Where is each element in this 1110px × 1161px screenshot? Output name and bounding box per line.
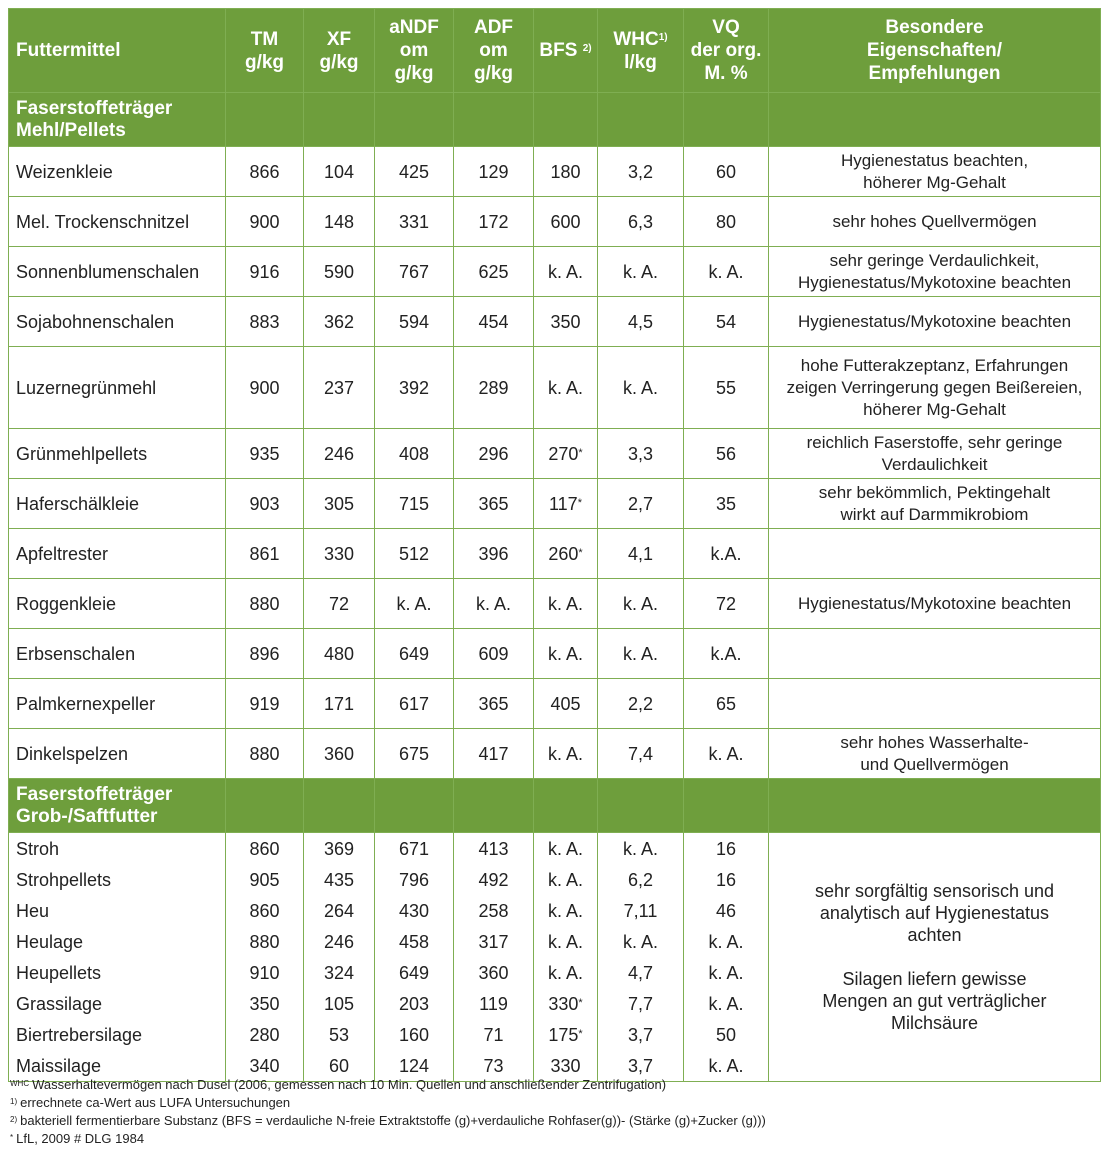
cell-feed-name: Palmkernexpeller [9, 679, 226, 729]
cell-notes: sehr bekömmlich, Pektingehalt wirkt auf Darmmikrobiom [769, 479, 1101, 529]
cell-whc: k. A. [598, 629, 684, 679]
cell-feed-name: Maissilage [9, 1050, 226, 1082]
cell-bfs-value: 330 [548, 993, 579, 1014]
cell-bfs [534, 429, 598, 479]
footnote [10, 1094, 766, 1112]
cell-bfs [534, 629, 598, 679]
cell-whc: 2,7 [598, 479, 684, 529]
table-row [9, 429, 1101, 479]
cell-whc: 4,5 [598, 297, 684, 347]
cell-vq: k. A. [684, 988, 769, 1019]
cell-whc: 7,4 [598, 729, 684, 779]
table-row [9, 297, 1101, 347]
cell-notes [769, 679, 1101, 729]
table-row [9, 197, 1101, 247]
cell-xf: 369 [304, 833, 375, 865]
cell-tm: 880 [226, 729, 304, 779]
col-header-bfs-label: BFS [539, 40, 583, 61]
cell-notes: Hygienestatus/Mykotoxine beachten [769, 579, 1101, 629]
cell-bfs [534, 529, 598, 579]
cell-bfs [534, 147, 598, 197]
cell-vq: 35 [684, 479, 769, 529]
cell-andf: 425 [375, 147, 454, 197]
cell-bfs [534, 926, 598, 957]
source-asterisk: * [578, 446, 583, 459]
cell-bfs-value: 405 [550, 693, 581, 714]
cell-notes [769, 529, 1101, 579]
cell-xf: 435 [304, 864, 375, 895]
cell-andf: 408 [375, 429, 454, 479]
cell-whc: 6,3 [598, 197, 684, 247]
section-header-cell [534, 93, 598, 147]
cell-bfs-value: k. A. [547, 900, 583, 921]
cell-xf: 60 [304, 1050, 375, 1082]
cell-feed-name: Heupellets [9, 957, 226, 988]
cell-tm: 350 [226, 988, 304, 1019]
cell-vq: 72 [684, 579, 769, 629]
cell-feed-name: Strohpellets [9, 864, 226, 895]
cell-notes: sehr geringe Verdaulichkeit, Hygienestatus/Mykotoxine beachten [769, 247, 1101, 297]
cell-whc: 7,7 [598, 988, 684, 1019]
cell-feed-name: Mel. Trockenschnitzel [9, 197, 226, 247]
cell-bfs-value: 600 [550, 211, 581, 232]
cell-feed-name: Weizenkleie [9, 147, 226, 197]
cell-bfs-value: k. A. [547, 377, 583, 398]
cell-xf: 104 [304, 147, 375, 197]
cell-bfs [534, 729, 598, 779]
cell-notes-merged: sehr sorgfältig sensorisch und analytisch auf Hygienestatus achten Silagen liefern gewisse Mengen an gut verträglicher Milchsäure [769, 833, 1101, 1082]
col-header-notes: Besondere Eigenschaften/ Empfehlungen [769, 9, 1101, 93]
cell-tm: 860 [226, 833, 304, 865]
cell-feed-name: Haferschälkleie [9, 479, 226, 529]
col-header-xf: XF g/kg [304, 9, 375, 93]
section-header-cell [684, 779, 769, 833]
cell-vq: 55 [684, 347, 769, 429]
cell-xf: 171 [304, 679, 375, 729]
table-row [9, 247, 1101, 297]
cell-xf: 330 [304, 529, 375, 579]
cell-adf: 258 [454, 895, 534, 926]
cell-adf: 396 [454, 529, 534, 579]
section-header-cell [375, 93, 454, 147]
cell-notes: Hygienestatus beachten, höherer Mg-Gehalt [769, 147, 1101, 197]
cell-tm: 896 [226, 629, 304, 679]
cell-vq: 80 [684, 197, 769, 247]
cell-adf: 413 [454, 833, 534, 865]
footnote-mark: * [10, 1133, 14, 1142]
cell-andf: 675 [375, 729, 454, 779]
cell-bfs [534, 679, 598, 729]
cell-feed-name: Dinkelspelzen [9, 729, 226, 779]
cell-bfs-value: k. A. [547, 261, 583, 282]
section-header-cell [375, 779, 454, 833]
feed-table [8, 8, 1101, 1082]
cell-vq: 65 [684, 679, 769, 729]
section-header-cell [684, 93, 769, 147]
cell-bfs [534, 957, 598, 988]
table-row [9, 479, 1101, 529]
cell-bfs-value: k. A. [547, 869, 583, 890]
cell-feed-name: Apfeltrester [9, 529, 226, 579]
col-header-whc-sup: 1) [658, 31, 668, 43]
cell-whc: 3,7 [598, 1050, 684, 1082]
cell-bfs-value: 175 [548, 1024, 579, 1045]
cell-bfs-value: 260 [548, 543, 579, 564]
cell-feed-name: Sojabohnenschalen [9, 297, 226, 347]
cell-feed-name: Heulage [9, 926, 226, 957]
footnote-mark: 2) [10, 1115, 18, 1124]
cell-tm: 900 [226, 347, 304, 429]
cell-vq: 16 [684, 864, 769, 895]
cell-adf: 365 [454, 679, 534, 729]
cell-xf: 305 [304, 479, 375, 529]
cell-whc: k. A. [598, 579, 684, 629]
cell-bfs [534, 247, 598, 297]
table-row [9, 147, 1101, 197]
table-row [9, 629, 1101, 679]
footnote-text: Wasserhaltevermögen nach Dusel (2006, gemessen nach 10 Min. Quellen und anschließender Zentrifugation) [32, 1077, 667, 1092]
cell-tm: 340 [226, 1050, 304, 1082]
cell-adf: 492 [454, 864, 534, 895]
section-title: Faserstoffeträger Grob-/Saftfutter [9, 779, 226, 833]
cell-andf: 430 [375, 895, 454, 926]
cell-feed-name: Biertrebersilage [9, 1019, 226, 1050]
cell-xf: 246 [304, 926, 375, 957]
cell-bfs-value: 180 [550, 161, 581, 182]
cell-vq: k.A. [684, 629, 769, 679]
cell-adf: 365 [454, 479, 534, 529]
cell-tm: 903 [226, 479, 304, 529]
cell-andf: k. A. [375, 579, 454, 629]
section-header-cell [304, 93, 375, 147]
cell-tm: 935 [226, 429, 304, 479]
cell-andf: 392 [375, 347, 454, 429]
cell-whc: 2,2 [598, 679, 684, 729]
source-asterisk: * [578, 1027, 583, 1040]
cell-vq: 56 [684, 429, 769, 479]
col-header-adf: ADF om g/kg [454, 9, 534, 93]
section-title: Faserstoffeträger Mehl/Pellets [9, 93, 226, 147]
cell-andf: 649 [375, 629, 454, 679]
cell-bfs [534, 895, 598, 926]
cell-tm: 916 [226, 247, 304, 297]
cell-bfs-value: k. A. [547, 643, 583, 664]
section-header [9, 93, 1101, 147]
table-row [9, 833, 1101, 865]
cell-bfs-value: 350 [550, 311, 581, 332]
cell-tm: 280 [226, 1019, 304, 1050]
cell-adf: 119 [454, 988, 534, 1019]
cell-bfs-value: k. A. [547, 838, 583, 859]
cell-adf: k. A. [454, 579, 534, 629]
cell-notes: hohe Futterakzeptanz, Erfahrungen zeigen Verringerung gegen Beißereien, höherer Mg-Gehalt [769, 347, 1101, 429]
cell-xf: 246 [304, 429, 375, 479]
cell-tm: 905 [226, 864, 304, 895]
cell-adf: 172 [454, 197, 534, 247]
cell-xf: 362 [304, 297, 375, 347]
col-header-bfs-sup: 2) [582, 43, 592, 54]
cell-andf: 594 [375, 297, 454, 347]
cell-bfs-value: 117 [549, 493, 578, 514]
cell-feed-name: Stroh [9, 833, 226, 865]
cell-vq: 46 [684, 895, 769, 926]
cell-tm: 866 [226, 147, 304, 197]
cell-bfs [534, 864, 598, 895]
cell-vq: 16 [684, 833, 769, 865]
cell-tm: 883 [226, 297, 304, 347]
cell-feed-name: Roggenkleie [9, 579, 226, 629]
cell-bfs [534, 347, 598, 429]
cell-whc: 3,2 [598, 147, 684, 197]
col-header-whc [598, 9, 684, 93]
cell-xf: 324 [304, 957, 375, 988]
source-asterisk: * [578, 996, 583, 1009]
cell-andf: 715 [375, 479, 454, 529]
cell-andf: 203 [375, 988, 454, 1019]
footnote-mark: 1) [10, 1097, 18, 1106]
col-header-bfs [534, 9, 598, 93]
cell-andf: 767 [375, 247, 454, 297]
cell-vq: k. A. [684, 1050, 769, 1082]
cell-adf: 609 [454, 629, 534, 679]
col-header-futtermittel: Futtermittel [9, 9, 226, 93]
cell-bfs [534, 297, 598, 347]
footnote-text: LfL, 2009 # DLG 1984 [16, 1131, 145, 1146]
cell-feed-name: Erbsenschalen [9, 629, 226, 679]
cell-tm: 880 [226, 579, 304, 629]
footnote [10, 1076, 766, 1094]
cell-whc: 4,7 [598, 957, 684, 988]
cell-feed-name: Sonnenblumenschalen [9, 247, 226, 297]
section-header-cell [534, 779, 598, 833]
section-header-cell [598, 779, 684, 833]
cell-andf: 160 [375, 1019, 454, 1050]
cell-whc: 3,3 [598, 429, 684, 479]
col-header-vq: VQ der org. M. % [684, 9, 769, 93]
cell-feed-name: Grassilage [9, 988, 226, 1019]
cell-xf: 72 [304, 579, 375, 629]
cell-tm: 861 [226, 529, 304, 579]
cell-tm: 919 [226, 679, 304, 729]
cell-andf: 671 [375, 833, 454, 865]
cell-notes: reichlich Faserstoffe, sehr geringe Verdaulichkeit [769, 429, 1101, 479]
cell-whc: 6,2 [598, 864, 684, 895]
section-header-cell [454, 779, 534, 833]
table-row [9, 347, 1101, 429]
cell-whc: k. A. [598, 926, 684, 957]
cell-whc: k. A. [598, 247, 684, 297]
cell-adf: 71 [454, 1019, 534, 1050]
cell-whc: 7,11 [598, 895, 684, 926]
cell-tm: 900 [226, 197, 304, 247]
cell-tm: 860 [226, 895, 304, 926]
cell-andf: 331 [375, 197, 454, 247]
cell-vq: k. A. [684, 729, 769, 779]
cell-vq: k. A. [684, 247, 769, 297]
cell-bfs [534, 833, 598, 865]
table-row [9, 579, 1101, 629]
cell-andf: 617 [375, 679, 454, 729]
cell-andf: 796 [375, 864, 454, 895]
cell-adf: 417 [454, 729, 534, 779]
cell-bfs [534, 197, 598, 247]
footnote [10, 1130, 766, 1148]
cell-bfs [534, 579, 598, 629]
cell-andf: 512 [375, 529, 454, 579]
cell-andf: 458 [375, 926, 454, 957]
cell-bfs-value: k. A. [547, 593, 583, 614]
cell-adf: 625 [454, 247, 534, 297]
cell-vq: k. A. [684, 957, 769, 988]
cell-notes: sehr hohes Quellvermögen [769, 197, 1101, 247]
section-header-cell [304, 779, 375, 833]
cell-adf: 129 [454, 147, 534, 197]
section-header-cell [769, 93, 1101, 147]
cell-whc: 3,7 [598, 1019, 684, 1050]
col-header-tm: TM g/kg [226, 9, 304, 93]
cell-adf: 317 [454, 926, 534, 957]
source-asterisk: * [578, 546, 583, 559]
cell-whc: k. A. [598, 347, 684, 429]
cell-vq: k. A. [684, 926, 769, 957]
footnote [10, 1112, 766, 1130]
cell-xf: 590 [304, 247, 375, 297]
cell-xf: 148 [304, 197, 375, 247]
cell-andf: 124 [375, 1050, 454, 1082]
cell-xf: 237 [304, 347, 375, 429]
cell-feed-name: Heu [9, 895, 226, 926]
section-header-cell [226, 93, 304, 147]
cell-bfs [534, 1019, 598, 1050]
cell-bfs-value: k. A. [547, 931, 583, 952]
section-header-cell [454, 93, 534, 147]
cell-adf: 73 [454, 1050, 534, 1082]
col-header-whc-unit: l/kg [624, 51, 657, 73]
footnotes [10, 1076, 766, 1148]
cell-bfs-value: 330 [550, 1055, 581, 1076]
cell-adf: 360 [454, 957, 534, 988]
footnote-text: errechnete ca-Wert aus LUFA Untersuchungen [20, 1095, 291, 1110]
footnote-text: bakteriell fermentierbare Substanz (BFS = verdauliche N-freie Extraktstoffe (g)+verdauliche Rohfaser(g))- (Stärke (g)+Zucker (g))) [20, 1113, 766, 1128]
cell-tm: 880 [226, 926, 304, 957]
cell-xf: 264 [304, 895, 375, 926]
cell-bfs-value: 270 [548, 443, 579, 464]
cell-vq: k.A. [684, 529, 769, 579]
section-header-cell [598, 93, 684, 147]
header-row [9, 9, 1101, 93]
section-header-cell [769, 779, 1101, 833]
cell-adf: 289 [454, 347, 534, 429]
cell-whc: k. A. [598, 833, 684, 865]
cell-xf: 480 [304, 629, 375, 679]
col-header-whc-label: WHC [613, 28, 659, 50]
cell-bfs [534, 479, 598, 529]
cell-whc: 4,1 [598, 529, 684, 579]
cell-xf: 360 [304, 729, 375, 779]
section-header-cell [226, 779, 304, 833]
section-header [9, 779, 1101, 833]
cell-notes: sehr hohes Wasserhalte- und Quellvermögen [769, 729, 1101, 779]
table-row [9, 679, 1101, 729]
col-header-andf: aNDF om g/kg [375, 9, 454, 93]
cell-xf: 53 [304, 1019, 375, 1050]
cell-feed-name: Luzernegrünmehl [9, 347, 226, 429]
cell-vq: 60 [684, 147, 769, 197]
cell-andf: 649 [375, 957, 454, 988]
cell-bfs-value: k. A. [547, 743, 583, 764]
cell-adf: 454 [454, 297, 534, 347]
cell-bfs [534, 988, 598, 1019]
cell-bfs-value: k. A. [547, 962, 583, 983]
table-row [9, 529, 1101, 579]
cell-vq: 54 [684, 297, 769, 347]
cell-notes: Hygienestatus/Mykotoxine beachten [769, 297, 1101, 347]
footnote-mark: WHC [10, 1079, 30, 1088]
cell-notes [769, 629, 1101, 679]
cell-tm: 910 [226, 957, 304, 988]
cell-adf: 296 [454, 429, 534, 479]
cell-xf: 105 [304, 988, 375, 1019]
source-asterisk: * [577, 496, 582, 509]
cell-feed-name: Grünmehlpellets [9, 429, 226, 479]
table-row [9, 729, 1101, 779]
cell-vq: 50 [684, 1019, 769, 1050]
